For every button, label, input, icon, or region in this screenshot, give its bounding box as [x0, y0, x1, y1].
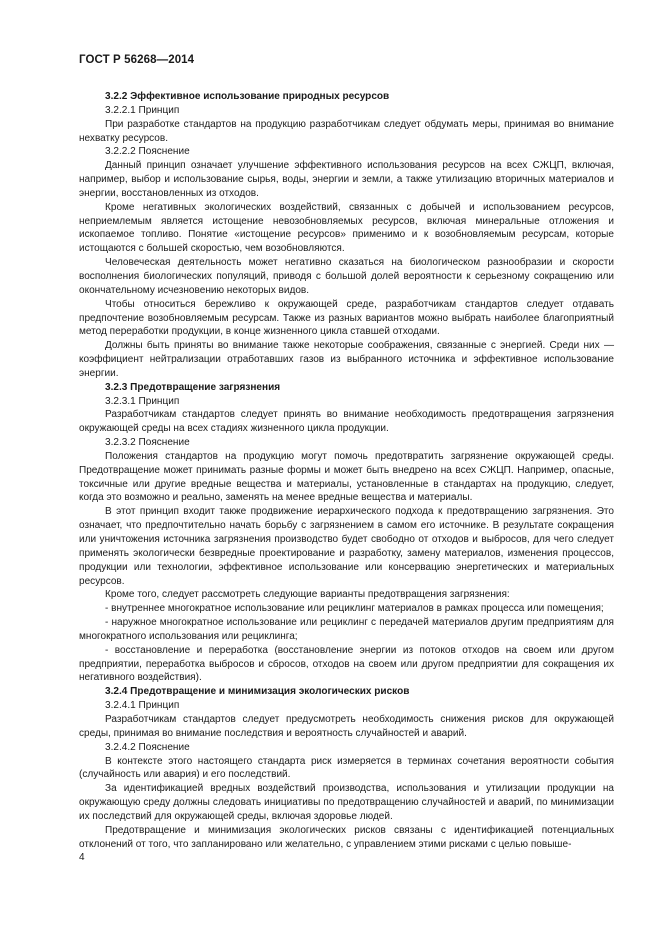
- paragraph: Разработчикам стандартов следует предусмотреть необходимость снижения рисков для окружающей среды, принимая во внимание последствия и вероятность случайностей и аварий.: [79, 713, 614, 739]
- paragraph: Чтобы относиться бережливо к окружающей среде, разработчикам стандартов следует отдавать предпочтение возобновляемым ресурсам. Также из разных вариантов можно выбрать наиболее благоприятный метод переработки продукции, в конце жизненного цикла ставшей отходами.: [79, 298, 614, 338]
- paragraph: При разработке стандартов на продукцию разработчикам следует обдумать меры, принимая во внимание нехватку ресурсов.: [79, 118, 614, 144]
- document-header: ГОСТ Р 56268—2014: [79, 54, 195, 66]
- paragraph: Разработчикам стандартов следует принять во внимание необходимость предотвращения загрязнения окружающей среды на всех стадиях жизненного цикла продукции.: [79, 409, 614, 435]
- paragraph: - внутреннее многократное использование или рециклинг материалов в рамках процесса или помещения;: [105, 603, 604, 615]
- paragraph: Должны быть приняты во внимание также некоторые соображения, связанные с энергией. Среди них — коэффициент нейтрализации отработавших газов из выбранного источника и эффективное использование энергии.: [79, 340, 614, 379]
- paragraph: За идентификацией вредных воздействий производства, использования и утилизации продукции на окружающую среду должны следовать инициативы по предотвращению случайностей и аварий, по минимизации их последствий для окружающей среды, включая здоровье людей.: [79, 783, 614, 822]
- page-number: 4: [79, 852, 85, 863]
- paragraph: Человеческая деятельность может негативно сказаться на биологическом разнообразии и скорости восполнения биологических популяций, приводя с большой долей вероятности к серьезному сокращению или окончательному исчезновению некоторых видов.: [79, 257, 614, 296]
- subsection-label: 3.2.3.1 Принцип: [105, 395, 180, 407]
- paragraph: В контексте этого настоящего стандарта риск измеряется в терминах сочетания вероятности события (случайность или авария) и его последствий.: [79, 755, 614, 781]
- section-heading: 3.2.4 Предотвращение и минимизация экологических рисков: [105, 686, 410, 698]
- subsection-label: 3.2.2.2 Пояснение: [105, 146, 190, 158]
- paragraph: В этот принцип входит также продвижение иерархического подхода к предотвращению загрязнения. Это означает, что предпочтительно начать борьбу с загрязнением в самом его источнике. В результате сокращения или уничтожения источника загрязнения производство будет свободно от отходов и выбросов, для чего следует применять экологически безвредные проектирование и разработку, замену материалов, изменения процессов, продукции или технологии, эффективное использование или консервацию энергетических и материальных ресурсов.: [79, 506, 614, 587]
- document-body: [79, 90, 614, 851]
- paragraph: Положения стандартов на продукцию могут помочь предотвратить загрязнение окружающей среды. Предотвращение может принимать разные формы и может быть внедрено на всех СЖЦП. Например, опасные, токсичные или другие вредные вещества и материалы, установленные в стандартах на продукцию, следует, когда это возможно и реально, заменять на менее вредные вещества и материалы.: [79, 450, 614, 504]
- paragraph: - наружное многократное использование или рециклинг с передачей материалов другим предприятиям для многократного использования или рециклинга;: [79, 617, 614, 642]
- paragraph: - восстановление и переработка (восстановление энергии из потоков отходов на своем или другом предприятии, переработка выбросов и сбросов, отходов на своем или другом предприятии для сокращения их негативного воздействия).: [79, 644, 614, 684]
- section-heading: 3.2.3 Предотвращение загрязнения: [105, 381, 281, 393]
- paragraph: Данный принцип означает улучшение эффективного использования ресурсов на всех СЖЦП, включая, например, выбор и использование сырья, воды, энергии и земли, а также утилизацию вторичных материалов и энергии, восстановленных из отходов.: [79, 160, 614, 199]
- section-heading: 3.2.2 Эффективное использование природных ресурсов: [105, 91, 390, 102]
- subsection-label: 3.2.4.2 Пояснение: [105, 741, 190, 753]
- paragraph: Предотвращение и минимизация экологических рисков связаны с идентификацией потенциальных отклонений от того, что запланировано или желательно, с управлением этими рисками с целью повыше-: [79, 824, 614, 850]
- subsection-label: 3.2.3.2 Пояснение: [105, 437, 190, 449]
- subsection-label: 3.2.4.1 Принцип: [105, 700, 180, 712]
- paragraph: Кроме того, следует рассмотреть следующие варианты предотвращения загрязнения:: [105, 589, 510, 601]
- subsection-label: 3.2.2.1 Принцип: [105, 104, 180, 116]
- paragraph: Кроме негативных экологических воздействий, связанных с добычей и использованием ресурсов, неприемлемым является истощение невозобновляемых ресурсов, включая минеральные отложения и ископаемое топливо. Понятие «истощение ресурсов» применимо и к возобновляемым ресурсам, которые истощаются с большей скоростью, чем возобновляются.: [79, 201, 614, 255]
